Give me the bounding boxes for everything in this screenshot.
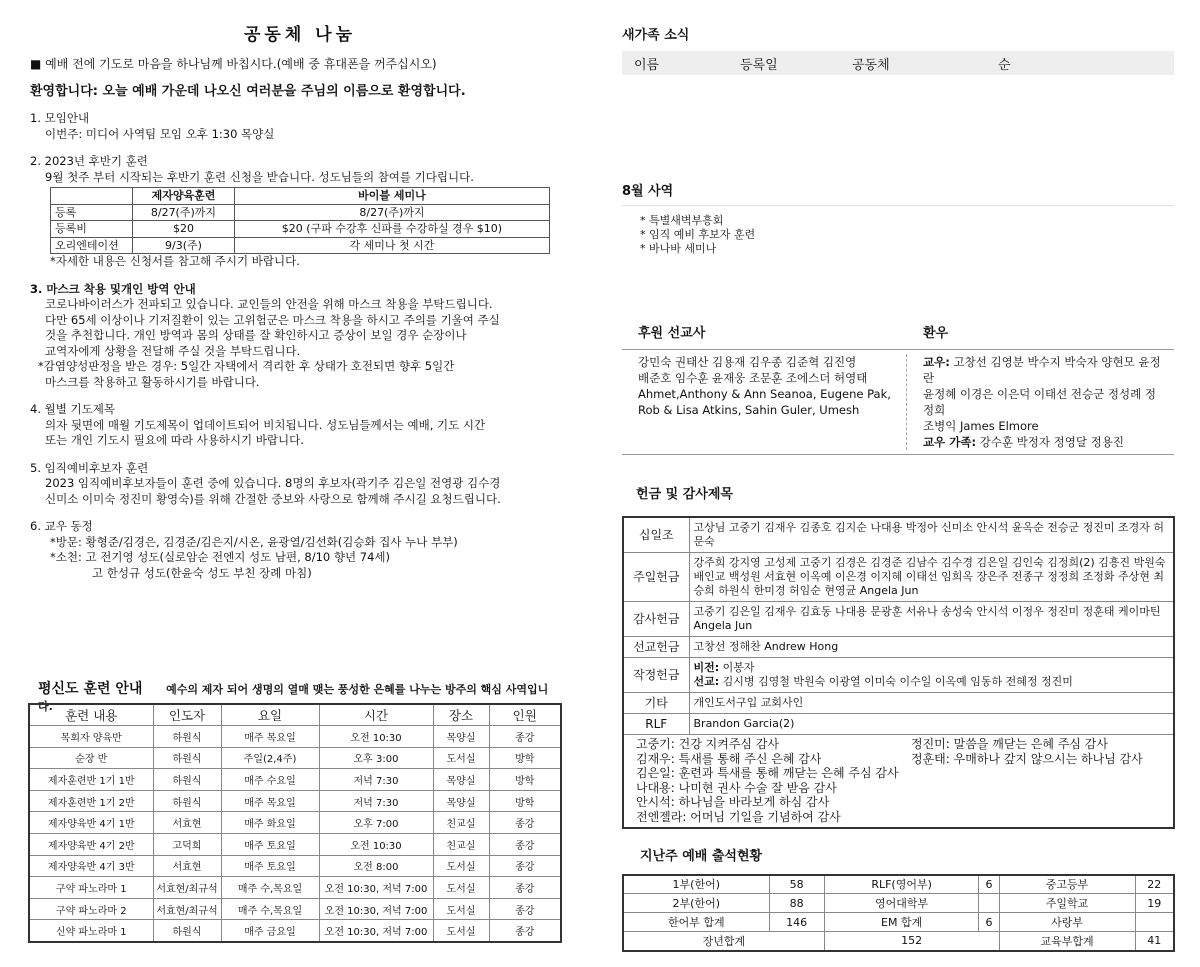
table-cell: 하원식 — [153, 726, 221, 748]
worship-note: ■ 예배 전에 기도로 마음을 하나님께 바칩시다.(예배 중 휴대폰을 꺼주십시오) — [30, 57, 437, 71]
offering-type: 주일헌금 — [623, 553, 689, 602]
list-item: 정진미: 말씀을 깨닫는 은혜 주심 감사 — [911, 737, 1108, 751]
table-cell: 서효현 — [153, 812, 221, 834]
table-row — [29, 790, 561, 812]
missionary-list — [622, 354, 907, 450]
table-cell: $20 (구파 수강후 신파를 수강하실 경우 $10) — [234, 221, 549, 238]
table-row — [29, 769, 561, 791]
table-cell: 오리엔테이션 — [51, 237, 133, 254]
sick-title: 환우 — [923, 326, 949, 341]
table-cell: 교육부합계 — [999, 932, 1135, 951]
table-row — [29, 898, 561, 920]
missionary-sick-box — [622, 349, 1174, 455]
table-row — [29, 855, 561, 877]
table-cell: RLF(영어부) — [824, 875, 979, 894]
page-title: 공동체 나눔 — [243, 25, 357, 45]
list-item: 김은일: 훈련과 특새를 통해 깨닫는 은혜 주심 감사 — [636, 766, 899, 781]
table-cell: 하원식 — [153, 747, 221, 769]
table-row — [29, 747, 561, 769]
training-table — [28, 703, 562, 943]
table-cell: 주일(2,4주) — [221, 747, 319, 769]
table-cell: 오전 10:30 — [319, 834, 433, 856]
section-title: 5. 임직예비후보자 훈련 — [30, 460, 149, 475]
table-cell: 중고등부 — [999, 875, 1135, 894]
table-row — [623, 693, 1174, 714]
col-date: 등록일 — [740, 57, 778, 73]
table-row — [51, 204, 550, 221]
table-cell: 목양실 — [433, 769, 489, 791]
newfamily-header-bar — [622, 51, 1174, 75]
table-cell: 목양실 — [433, 726, 489, 748]
table-cell — [979, 894, 999, 913]
table-cell: 방학 — [489, 790, 561, 812]
table-cell: 오전 8:00 — [319, 855, 433, 877]
sick-list — [907, 354, 1167, 450]
table-row — [29, 920, 561, 942]
table-cell: 6 — [979, 875, 999, 894]
right-column — [622, 0, 1174, 952]
list-item — [923, 354, 1167, 386]
table-row — [29, 877, 561, 899]
list-item — [923, 434, 1167, 450]
list-item: * 임직 예비 후보자 훈련 — [640, 228, 756, 241]
names: 강수훈 박정자 정영달 정용진 — [976, 435, 1124, 449]
section-training — [30, 154, 570, 270]
table-row — [623, 517, 1174, 553]
left-column — [30, 0, 570, 581]
table-cell: 종강 — [489, 898, 561, 920]
col-name: 이름 — [634, 57, 660, 73]
table-cell: 오전 10:30, 저녁 7:00 — [319, 920, 433, 942]
table-cell: 매주 토요일 — [221, 855, 319, 877]
table-cell: $20 — [133, 221, 235, 238]
table-cell: 매주 수,목요일 — [221, 898, 319, 920]
table-cell: 저녁 7:30 — [319, 790, 433, 812]
table-cell: 목회자 양육반 — [29, 726, 153, 748]
table-cell: 2부(한어) — [623, 894, 769, 913]
list-item: 안시석: 하나님을 바라보게 하심 감사 — [636, 795, 830, 810]
list-item: 정훈태: 우매하나 갚지 않으시는 하나님 감사 — [911, 751, 1143, 766]
table-header: 인도자 — [153, 704, 221, 726]
table-cell: 오전 10:30 — [319, 726, 433, 748]
section-title: 3. 마스크 착용 및개인 방역 안내 — [30, 281, 196, 296]
table-cell: 주일학교 — [999, 894, 1135, 913]
offering-type: 기타 — [623, 693, 689, 714]
august-ministry-title: 8월 사역 — [622, 180, 1174, 206]
table-cell: 친교실 — [433, 834, 489, 856]
missionary-title: 후원 선교사 — [638, 326, 706, 341]
table-cell: 매주 목요일 — [221, 726, 319, 748]
names: 이봉자 — [719, 661, 755, 674]
section-line: *방문: 황형준/김경은, 김경준/김은지/시온, 윤광열/김선화(김승화 집사 누나 부부) — [50, 534, 458, 549]
table-cell: 도서실 — [433, 747, 489, 769]
table-cell: 친교실 — [433, 812, 489, 834]
table-row — [623, 932, 1174, 951]
table-cell: 영어대학부 — [824, 894, 979, 913]
section-line: 교역자에게 상황을 전달해 주실 것을 부탁드립니다. — [45, 343, 301, 358]
section-line: 것을 추천합니다. 개인 방역과 몸의 상태를 잘 확인하시고 증상이 보일 경우 순장이나 — [45, 328, 467, 342]
offering-type: 작정헌금 — [623, 658, 689, 693]
newfamily-title: 새가족 소식 — [622, 28, 690, 43]
august-ministry-list — [622, 214, 1174, 256]
table-cell: 서효현 — [153, 855, 221, 877]
table-cell: 8/27(주)까지 — [133, 204, 235, 221]
table-row — [623, 875, 1174, 894]
section-line: 다만 65세 이상이나 기저질환이 있는 고위험군은 마스크 착용을 하시고 주의를 기울여 주실 — [45, 312, 500, 327]
table-cell: 종강 — [489, 877, 561, 899]
table-cell: 오후 3:00 — [319, 747, 433, 769]
table-row — [623, 894, 1174, 913]
table-header: 제자양육훈련 — [133, 188, 235, 205]
attendance-title: 지난주 예배 출석현황 — [640, 848, 763, 864]
table-cell: 제자양육반 4기 1반 — [29, 812, 153, 834]
table-cell: 제자양육반 4기 2반 — [29, 834, 153, 856]
table-cell: 매주 화요일 — [221, 812, 319, 834]
list-item: Ahmet,Anthony & Ann Seanoa, Eugene Pak, — [638, 387, 891, 401]
table-cell: 서효현/최규석 — [153, 877, 221, 899]
table-cell: 구약 파노라마 1 — [29, 877, 153, 899]
section-members — [30, 519, 570, 581]
table-cell: 6 — [979, 913, 999, 932]
offering-names — [689, 658, 1174, 693]
offering-type: 십일조 — [623, 517, 689, 553]
table-cell: 저녁 7:30 — [319, 769, 433, 791]
section-body: 9월 첫주 부터 시작되는 후반기 훈련 신청을 받습니다. 성도님들의 참여를 기다립니다. — [45, 169, 474, 184]
section-line: *소천: 고 전기영 성도(실로암순 전엔지 성도 남편, 8/10 향년 74세) — [50, 550, 391, 564]
section-note: *자세한 내용은 신청서를 참고해 주시기 바랍니다. — [50, 254, 300, 268]
offering-names: 고상님 고중기 김재우 김종호 김지순 나대용 박정아 신미소 안시석 윤옥순 전승군 정진미 조경자 허문숙 — [689, 517, 1174, 553]
table-cell: 도서실 — [433, 898, 489, 920]
list-item: 배준호 임수훈 윤재웅 조문훈 조에스더 허영태 — [638, 371, 868, 385]
names: 고창선 김영분 박수지 박숙자 양현모 윤정란 — [923, 355, 1161, 385]
section-title: 4. 월별 기도제목 — [30, 402, 115, 416]
table-cell — [1135, 913, 1174, 932]
table-cell: 각 세미나 첫 시간 — [234, 237, 549, 254]
list-item: 전엔젤라: 어머님 기일을 기념하여 감사 — [636, 809, 841, 824]
table-header: 바이블 세미나 — [234, 188, 549, 205]
list-item: 조병익 James Elmore — [923, 419, 1039, 433]
table-cell: 88 — [769, 894, 824, 913]
offering-names: 강주희 강지영 고성제 고중기 김경은 김경준 김남수 김수경 김은일 김인숙 김정희(2) 김흥진 박원숙 배인교 백성원 서효현 이옥예 이은경 이지혜 이태선 임희옥 장은주 전종구 정정희 조정화 주상현 최승희 하원식 한미경 허임순 현영균 Angela Jun — [689, 553, 1174, 602]
table-cell: 오전 10:30, 저녁 7:00 — [319, 877, 433, 899]
section-line: 의자 뒷면에 매월 기도제목이 업데이트되어 비치됩니다. 성도님들께서는 예배, 기도 시간 — [45, 417, 486, 432]
table-cell: 종강 — [489, 855, 561, 877]
section-line: 또는 개인 기도시 필요에 따라 사용하시기 바랍니다. — [45, 433, 304, 447]
table-row — [623, 913, 1174, 932]
table-cell: EM 합계 — [824, 913, 979, 932]
label: 교우: — [923, 355, 950, 369]
table-row — [29, 812, 561, 834]
list-item: Rob & Lisa Atkins, Sahin Guler, Umesh — [638, 403, 860, 417]
thanks-row — [623, 735, 1174, 828]
section-line: 신미소 이미숙 정진미 황영숙)를 위해 간절한 중보와 사랑으로 함께해 주시길 요청드립니다. — [45, 491, 501, 506]
table-cell: 오전 10:30, 저녁 7:00 — [319, 898, 433, 920]
attendance-table — [622, 874, 1175, 952]
table-cell: 서효현/최규석 — [153, 898, 221, 920]
table-cell: 하원식 — [153, 790, 221, 812]
table-cell: 사랑부 — [999, 913, 1135, 932]
table-row — [51, 221, 550, 238]
table-cell: 신약 파노라마 1 — [29, 920, 153, 942]
offering-title: 헌금 및 감사제목 — [636, 487, 733, 502]
table-cell: 22 — [1135, 875, 1174, 894]
thanks-right — [911, 737, 1143, 825]
section-prayer — [30, 402, 570, 449]
table-header: 인원 — [489, 704, 561, 726]
list-item: 윤정혜 이경은 이은덕 이태선 전승군 정성례 정정희 — [923, 387, 1157, 417]
table-cell: 1부(한어) — [623, 875, 769, 894]
list-item: 고중기: 건강 지켜주심 감사 — [636, 737, 779, 751]
section-title: 2. 2023년 후반기 훈련 — [30, 154, 148, 168]
table-row — [623, 602, 1174, 637]
offering-type: 감사헌금 — [623, 602, 689, 637]
table-cell: 19 — [1135, 894, 1174, 913]
section-line: 코로나바이러스가 전파되고 있습니다. 교인들의 안전을 위해 마스크 착용을 부탁드립니다. — [45, 297, 493, 311]
table-cell: 목양실 — [433, 790, 489, 812]
table-cell: 방학 — [489, 769, 561, 791]
table-header: 시간 — [319, 704, 433, 726]
section-line: 2023 임직예비후보자들이 훈련 중에 있습니다. 8명의 후보자(곽기주 김은일 전영광 김수경 — [45, 476, 501, 490]
training-signup-table — [50, 187, 550, 254]
label: 비전: — [693, 661, 720, 674]
table-cell: 한어부 합계 — [623, 913, 769, 932]
table-cell: 구약 파노라마 2 — [29, 898, 153, 920]
section-ordination — [30, 461, 570, 508]
training-title: 평신도 훈련 안내 — [38, 681, 143, 697]
section-title: 6. 교우 동정 — [30, 519, 93, 533]
table-cell: 58 — [769, 875, 824, 894]
thanks-left — [636, 737, 911, 825]
table-cell: 하원식 — [153, 769, 221, 791]
table-cell: 제자훈련반 1기 2반 — [29, 790, 153, 812]
table-header — [51, 188, 133, 205]
thanks-list — [624, 735, 1173, 827]
list-item: 나대용: 나미현 권사 수술 잘 받음 감사 — [636, 780, 837, 795]
table-cell: 제자훈련반 1기 1반 — [29, 769, 153, 791]
table-row — [29, 726, 561, 748]
table-cell: 매주 수요일 — [221, 769, 319, 791]
label: 교우 가족: — [923, 435, 977, 449]
table-cell: 146 — [769, 913, 824, 932]
table-row — [623, 637, 1174, 658]
table-row — [623, 714, 1174, 735]
offering-names: 개인도서구입 교회사인 — [689, 693, 1174, 714]
list-item: 김재우: 특새를 통해 주신 은혜 감사 — [636, 751, 822, 766]
table-header: 요일 — [221, 704, 319, 726]
table-row — [623, 658, 1174, 693]
table-cell: 도서실 — [433, 877, 489, 899]
table-cell: 제자양육반 4기 3반 — [29, 855, 153, 877]
table-row — [51, 237, 550, 254]
offering-names: Brandon Garcia(2) — [689, 714, 1174, 735]
offering-table — [622, 516, 1175, 829]
table-cell: 종강 — [489, 726, 561, 748]
table-cell: 8/27(주)까지 — [234, 204, 549, 221]
table-row — [623, 553, 1174, 602]
table-header: 장소 — [433, 704, 489, 726]
table-cell: 방학 — [489, 747, 561, 769]
label: 선교: — [693, 675, 720, 688]
welcome-text: 환영합니다: 오늘 예배 가운데 나오신 여러분을 주님의 이름으로 환영합니다. — [30, 84, 466, 99]
table-cell: 41 — [1135, 932, 1174, 951]
table-cell: 도서실 — [433, 920, 489, 942]
offering-names: 고창선 정해찬 Andrew Hong — [689, 637, 1174, 658]
table-header-row — [29, 704, 561, 726]
section-body: 이번주: 미디어 사역팀 모임 오후 1:30 목양실 — [45, 126, 275, 141]
section-meeting — [30, 111, 570, 142]
table-cell: 종강 — [489, 834, 561, 856]
offering-type: RLF — [623, 714, 689, 735]
table-cell: 하원식 — [153, 920, 221, 942]
section-mask — [30, 282, 570, 391]
list-item: * 바나바 세미나 — [640, 242, 717, 255]
missionary-sick-header — [622, 322, 1174, 341]
section-note: *감염양성판정을 받은 경우: 5일간 자택에서 격리한 후 상태가 호전되면 향후 5일간 — [38, 359, 455, 373]
table-row — [29, 834, 561, 856]
section-note: 마스크를 착용하고 활동하시기를 바랍니다. — [45, 374, 260, 389]
table-cell: 종강 — [489, 812, 561, 834]
list-item: 강민숙 권태산 김용재 김우종 김준혁 김진영 — [638, 355, 857, 369]
table-header: 훈련 내용 — [29, 704, 153, 726]
table-cell: 9/3(주) — [133, 237, 235, 254]
table-cell: 순장 반 — [29, 747, 153, 769]
list-item: * 특별새벽부흥회 — [640, 214, 724, 227]
table-cell: 고덕희 — [153, 834, 221, 856]
col-group: 순 — [998, 57, 1011, 73]
names: 김시병 김영철 박원숙 이광열 이미숙 이수일 이옥예 임동하 전혜정 정진미 — [719, 675, 1073, 688]
table-cell: 등록비 — [51, 221, 133, 238]
table-cell: 매주 목요일 — [221, 790, 319, 812]
table-cell: 등록 — [51, 204, 133, 221]
offering-type: 선교헌금 — [623, 637, 689, 658]
table-cell: 매주 수,목요일 — [221, 877, 319, 899]
table-cell: 종강 — [489, 920, 561, 942]
table-cell: 매주 토요일 — [221, 834, 319, 856]
table-cell: 152 — [824, 932, 999, 951]
table-cell: 매주 금요일 — [221, 920, 319, 942]
offering-names: 고중기 김은일 김재우 김효동 나대용 문광훈 서유나 송성숙 안시석 이정우 정진미 정훈태 케이마틴 Angela Jun — [689, 602, 1174, 637]
col-community: 공동체 — [852, 57, 890, 73]
section-line: 고 한성규 성도(한윤숙 성도 부친 장례 마침) — [92, 565, 312, 580]
table-cell: 장년합계 — [623, 932, 824, 951]
table-cell: 도서실 — [433, 855, 489, 877]
training-subtitle: 예수의 제자 되어 생명의 열매 맺는 풍성한 은혜를 나누는 방주의 핵심 사역입니다. — [38, 683, 549, 713]
table-cell: 오후 7:00 — [319, 812, 433, 834]
section-title: 1. 모임안내 — [30, 111, 90, 125]
